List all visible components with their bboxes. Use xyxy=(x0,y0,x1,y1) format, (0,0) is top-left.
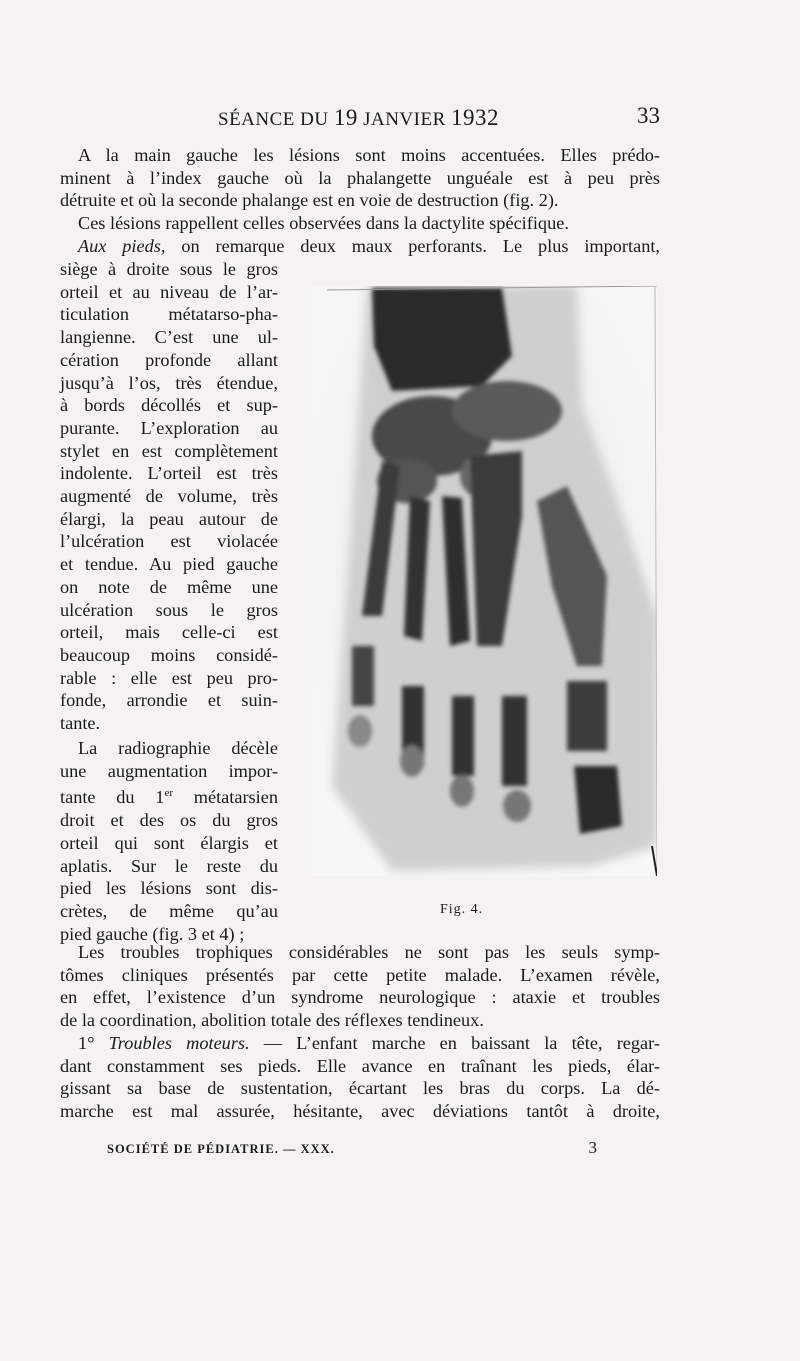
text-line: stylet en est complètement xyxy=(60,440,278,461)
text-line: orteil et au niveau de l’ar- xyxy=(60,281,278,302)
text-line: langienne. C’est une ul- xyxy=(60,327,278,348)
text-line: une augmentation impor- xyxy=(60,760,278,781)
text-continued: on remarque deux maux perforants. Le plus important, xyxy=(165,236,660,256)
superscript: er xyxy=(164,787,173,800)
text-line: à bords décollés et sup- xyxy=(60,395,278,416)
running-title-part: SÉANCE DU xyxy=(218,109,334,130)
text-line: purante. L’exploration au xyxy=(60,417,278,438)
text-line: indolente. L’orteil est très xyxy=(60,463,278,484)
text-part: métatarsien xyxy=(173,787,279,808)
text-line: on note de même une xyxy=(60,576,278,597)
text-line: aplatis. Sur le reste du xyxy=(60,855,278,876)
page-number: 33 xyxy=(637,103,660,128)
paragraph-radiographie xyxy=(60,737,278,945)
text-line: Ces lésions rappellent celles observées dans la dactylite spécifique. xyxy=(78,213,569,233)
text-line: ticulation métatarso-pha- xyxy=(60,304,278,325)
text-line xyxy=(60,1032,660,1055)
text-line: orteil qui sont élargis et xyxy=(60,832,278,853)
text-line: marche est mal assurée, hésitante, avec déviations tantôt à droite, xyxy=(60,1101,660,1122)
text-line: tante. xyxy=(60,713,101,734)
text-line: fonde, arrondie et suin- xyxy=(60,690,278,711)
text-line xyxy=(60,782,278,809)
text-line: cération profonde allant xyxy=(60,349,278,370)
text-line: jusqu’à l’os, très étendue, xyxy=(60,372,278,393)
text-line: l’ulcération est violacée xyxy=(60,531,278,552)
paragraph-lesions xyxy=(60,212,660,235)
section-number: 1° xyxy=(78,1033,95,1053)
text-line: ulcération sous le gros xyxy=(60,599,278,620)
text-line: élargi, la peau autour de xyxy=(60,508,278,529)
running-head xyxy=(78,103,662,133)
text-part: tante du 1 xyxy=(60,787,165,808)
text-line: dant constamment ses pieds. Elle avance en traînant les pieds, élar- xyxy=(60,1055,660,1076)
paragraph-troubles-moteurs xyxy=(60,1032,660,1123)
paragraph-troubles xyxy=(60,941,660,1032)
text-line: crètes, de même qu’au xyxy=(60,901,278,922)
text-line: pied gauche (fig. 3 et 4) ; xyxy=(60,923,245,944)
text-line: en effet, l’existence d’un syndrome neurologique : ataxie et troubles xyxy=(60,987,660,1008)
running-title xyxy=(218,105,499,131)
paragraph-pieds-first xyxy=(60,235,660,258)
text-line: Les troubles trophiques considérables ne sont pas les seuls symp- xyxy=(78,942,660,962)
text-line: minent à l’index gauche où la phalangette unguéale est à peu près xyxy=(60,167,660,188)
text-line: gissant sa base de sustentation, écartant les bras du corps. La dé- xyxy=(60,1078,660,1099)
paragraph-pieds-wrapped xyxy=(60,258,278,735)
text-line: A la main gauche les lésions sont moins accentuées. Elles prédo- xyxy=(78,145,660,165)
text-line: tômes cliniques présentés par cette petite malade. L’examen révèle, xyxy=(60,964,660,985)
figure-caption: Fig. 4. xyxy=(440,902,484,917)
text-line: orteil, mais celle-ci est xyxy=(60,622,278,643)
text-line: beaucoup moins considé- xyxy=(60,644,278,665)
text-continued: — L’enfant marche en baissant la tête, regar- xyxy=(249,1033,660,1053)
text-line: rable : elle est peu pro- xyxy=(60,667,278,688)
text-line: détruite et où la seconde phalange est en voie de destruction (fig. 2). xyxy=(60,190,559,211)
text-line: augmenté de volume, très xyxy=(60,486,278,507)
running-title-year: 1932 xyxy=(451,105,500,130)
footer-signature: 3 xyxy=(588,1138,597,1157)
text-line: siège à droite sous le gros xyxy=(60,259,278,279)
section-title: Troubles moteurs. xyxy=(108,1033,250,1053)
text-line xyxy=(60,235,660,258)
footer xyxy=(107,1138,597,1162)
text-line: La radiographie décèle xyxy=(78,738,278,758)
running-title-month: JANVIER xyxy=(357,109,452,130)
text-line: et tendue. Au pied gauche xyxy=(60,554,278,575)
text-line: droit et des os du gros xyxy=(60,810,278,831)
figure-4 xyxy=(300,282,660,882)
italic-lead: Aux pieds, xyxy=(78,236,166,256)
foot-xray-image xyxy=(312,286,657,876)
running-title-day: 19 xyxy=(333,105,358,130)
text-line: pied les lésions sont dis- xyxy=(60,878,278,899)
text-line: de la coordination, abolition totale des réflexes tendineux. xyxy=(60,1010,484,1031)
footer-journal: SOCIÉTÉ DE PÉDIATRIE. — XXX. xyxy=(107,1142,335,1156)
paragraph-main-gauche xyxy=(60,144,660,212)
